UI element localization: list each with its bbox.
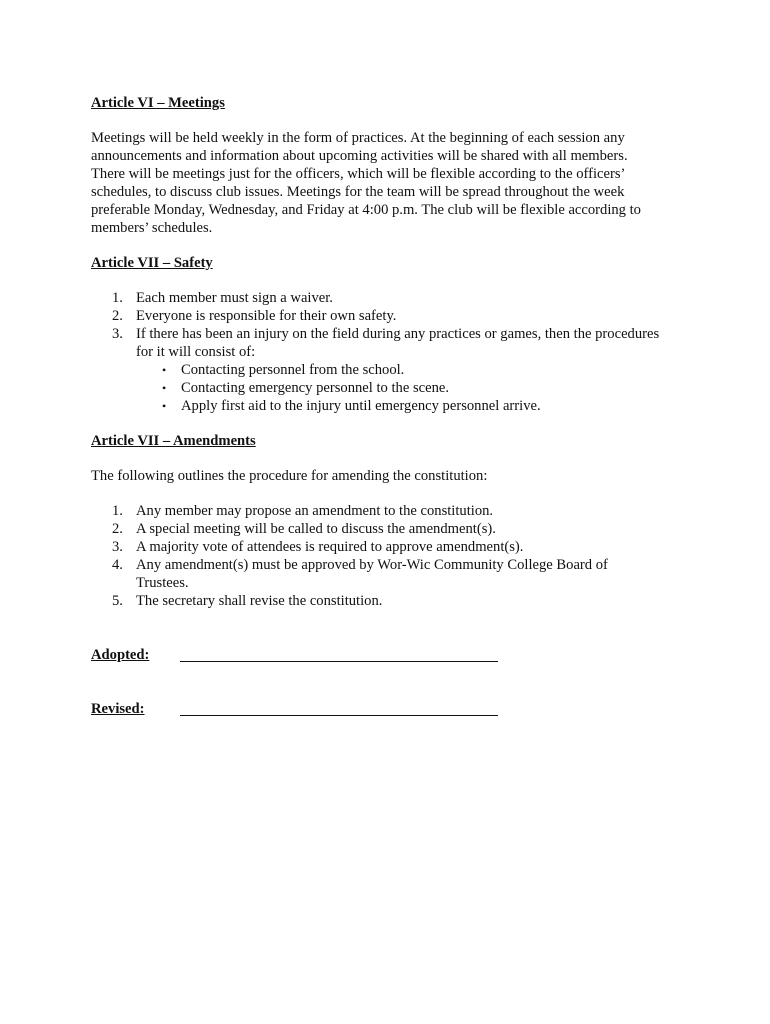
bullet-text: Contacting emergency personnel to the scene.	[181, 380, 450, 396]
bullet-icon: •	[162, 363, 167, 377]
list-number: 1.	[112, 503, 123, 519]
list-item-text: The secretary shall revise the constitution.	[136, 593, 383, 609]
revised-label: Revised:	[91, 701, 145, 717]
adopted-signature-row	[91, 646, 691, 664]
list-number: 3.	[112, 539, 123, 555]
list-item-text: Everyone is responsible for their own safety.	[136, 308, 397, 324]
bullet-text: Contacting personnel from the school.	[181, 362, 405, 378]
list-item-text: for it will consist of:	[136, 344, 256, 360]
procedure-bullets	[136, 361, 691, 415]
article-vii-amendments-heading: Article VII – Amendments	[91, 433, 256, 449]
bullet-item	[136, 361, 691, 379]
list-item-text: Any member may propose an amendment to the constitution.	[136, 503, 494, 519]
bullet-icon: •	[162, 399, 167, 413]
list-item-text: Each member must sign a waiver.	[136, 290, 333, 306]
list-number: 4.	[112, 557, 123, 573]
list-item-text: Any amendment(s) must be approved by Wor-Wic Community College Board of	[136, 557, 608, 573]
meetings-line: schedules, to discuss club issues. Meetings for the team will be spread throughout the week	[91, 184, 625, 200]
list-item-text: If there has been an injury on the field during any practices or games, then the procedures	[136, 326, 660, 342]
list-item	[91, 556, 691, 592]
article-vi-heading: Article VI – Meetings	[91, 95, 225, 111]
list-item	[91, 325, 691, 415]
meetings-line: Meetings will be held weekly in the form of practices. At the beginning of each session any	[91, 130, 625, 146]
adopted-label: Adopted:	[91, 647, 150, 663]
revised-signature-line[interactable]	[180, 715, 498, 716]
bullet-item	[136, 379, 691, 397]
revised-signature-row	[91, 700, 691, 718]
article-vii-safety-heading: Article VII – Safety	[91, 255, 213, 271]
list-item	[91, 520, 691, 538]
list-item-text: A majority vote of attendees is required to approve amendment(s).	[136, 539, 524, 555]
list-item	[91, 592, 691, 610]
list-number: 3.	[112, 326, 123, 342]
list-number: 5.	[112, 593, 123, 609]
list-number: 1.	[112, 290, 123, 306]
meetings-paragraph	[91, 129, 691, 237]
adopted-signature-line[interactable]	[180, 661, 498, 662]
amendments-list	[91, 502, 691, 610]
meetings-line: preferable Monday, Wednesday, and Friday at 4:00 p.m. The club will be flexible according to	[91, 202, 641, 218]
list-item	[91, 502, 691, 520]
list-item	[91, 307, 691, 325]
meetings-line: There will be meetings just for the officers, which will be flexible according to the officers’	[91, 166, 626, 182]
safety-list	[91, 289, 691, 415]
meetings-line: announcements and information about upcoming activities will be shared with all members.	[91, 148, 628, 164]
amendments-intro: The following outlines the procedure for amending the constitution:	[91, 468, 488, 484]
list-number: 2.	[112, 521, 123, 537]
bullet-text: Apply first aid to the injury until emergency personnel arrive.	[181, 398, 541, 414]
bullet-item	[136, 397, 691, 415]
list-item	[91, 289, 691, 307]
list-item	[91, 538, 691, 556]
bullet-icon: •	[162, 381, 167, 395]
document-page	[91, 94, 691, 718]
list-item-text: A special meeting will be called to discuss the amendment(s).	[136, 521, 496, 537]
list-item-text: Trustees.	[136, 575, 189, 591]
meetings-line: members’ schedules.	[91, 220, 213, 236]
list-number: 2.	[112, 308, 123, 324]
